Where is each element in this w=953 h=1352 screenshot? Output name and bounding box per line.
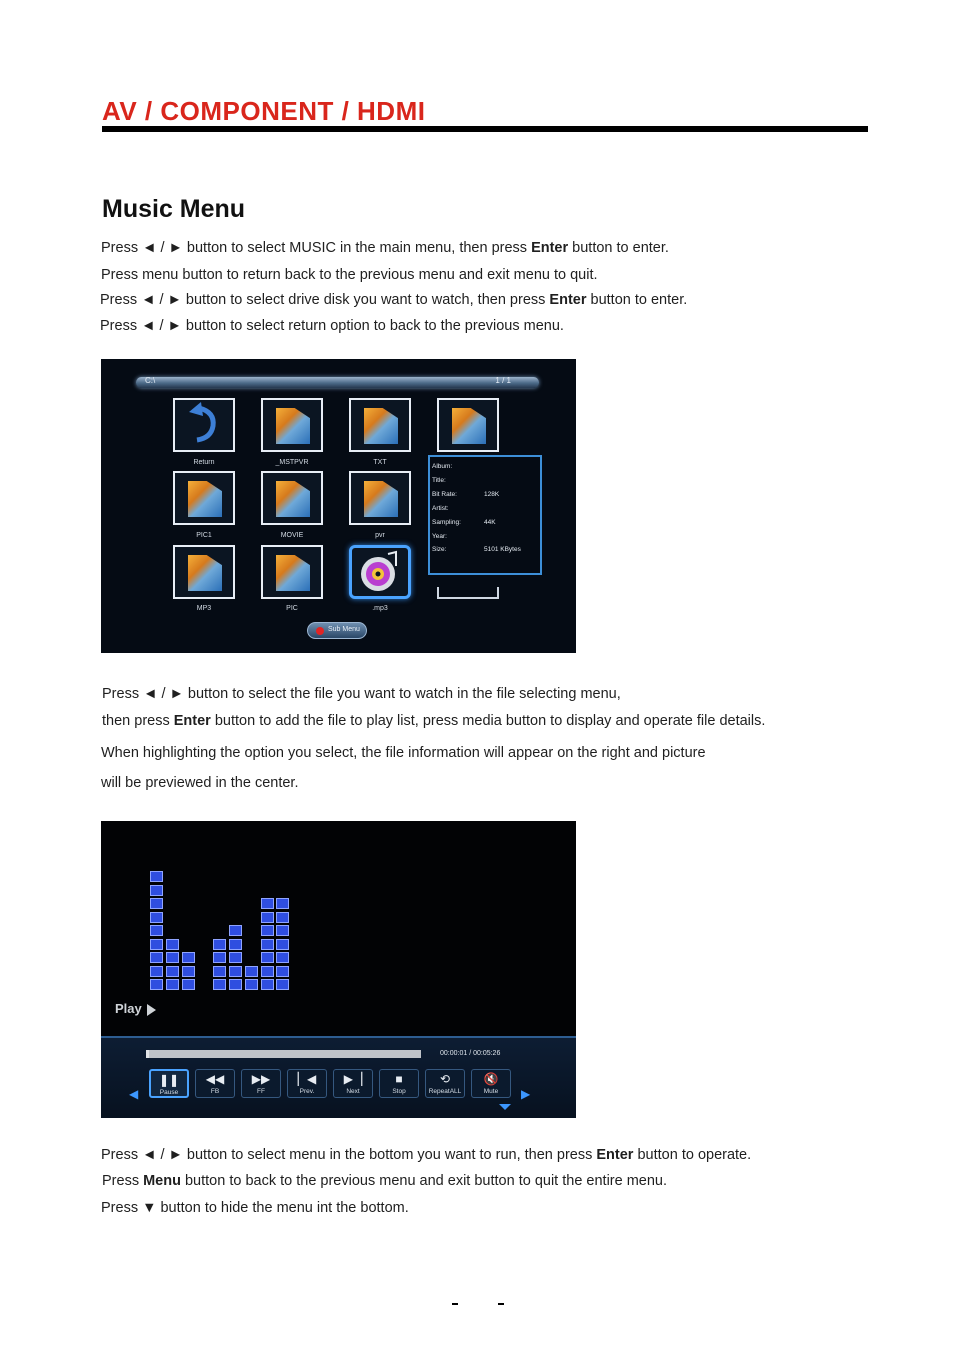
equalizer-cell bbox=[166, 952, 179, 963]
tile-return[interactable] bbox=[173, 398, 235, 452]
equalizer-cell bbox=[150, 939, 163, 950]
equalizer-cell bbox=[245, 979, 258, 990]
scroll-right-icon[interactable]: ▶ bbox=[521, 1087, 531, 1101]
info-title: Title: bbox=[432, 477, 446, 484]
equalizer-cell bbox=[182, 979, 195, 990]
tile-file-mp3-selected[interactable] bbox=[349, 545, 411, 599]
equalizer-cell bbox=[229, 939, 242, 950]
equalizer-cell bbox=[276, 898, 289, 909]
tile-folder-pic1[interactable] bbox=[173, 471, 235, 525]
page-indicator: 1 / 1 bbox=[495, 376, 511, 385]
repeat-icon: ⟲ bbox=[439, 1072, 451, 1086]
progress-bar[interactable] bbox=[146, 1050, 421, 1058]
equalizer-cell bbox=[276, 939, 289, 950]
tile-folder-pic[interactable] bbox=[261, 545, 323, 599]
equalizer-cell bbox=[276, 912, 289, 923]
tile-folder-txt[interactable] bbox=[349, 398, 411, 452]
file-info-panel bbox=[428, 455, 542, 575]
tile-folder-mp3[interactable] bbox=[173, 545, 235, 599]
equalizer-cell bbox=[229, 952, 242, 963]
fast-forward-icon: ▶▶ bbox=[251, 1072, 271, 1086]
equalizer-cell bbox=[229, 966, 242, 977]
folder-icon bbox=[188, 555, 222, 591]
folder-icon bbox=[276, 408, 310, 444]
tile-label: MOVIE bbox=[280, 532, 304, 539]
equalizer-cell bbox=[213, 979, 226, 990]
bottom-line-3: Press ▼ button to hide the menu int the bottom. bbox=[101, 1200, 409, 1216]
next-button[interactable]: ▶▕ Next bbox=[333, 1069, 373, 1098]
sub-menu-button[interactable] bbox=[307, 622, 367, 639]
info-size: Size: 5101 KBytes bbox=[432, 546, 521, 553]
tile-label: TXT bbox=[373, 459, 387, 466]
stop-button[interactable]: ■ Stop bbox=[379, 1069, 419, 1098]
equalizer-cell bbox=[182, 966, 195, 977]
equalizer-cell bbox=[245, 966, 258, 977]
equalizer-cell bbox=[150, 912, 163, 923]
music-disc-icon bbox=[352, 548, 408, 596]
equalizer-cell bbox=[261, 939, 274, 950]
folder-icon bbox=[276, 481, 310, 517]
page-header-title: AV / COMPONENT / HDMI bbox=[102, 96, 426, 126]
stop-icon: ■ bbox=[395, 1072, 403, 1086]
folder-icon bbox=[188, 481, 222, 517]
music-player-screenshot bbox=[101, 821, 576, 1118]
bottom-line-2: Press Menu button to back to the previous menu and exit button to quit the entire menu. bbox=[102, 1173, 668, 1189]
pause-button[interactable]: ❚❚ Pause bbox=[149, 1069, 189, 1098]
info-panel-bracket bbox=[437, 587, 499, 599]
tile-folder-pvr[interactable] bbox=[349, 471, 411, 525]
equalizer-cell bbox=[150, 898, 163, 909]
info-year: Year: bbox=[432, 533, 447, 540]
pause-icon: ❚❚ bbox=[158, 1073, 180, 1087]
folder-icon bbox=[364, 408, 398, 444]
bottom-line-1: Press ◄ / ► button to select menu in the bottom you want to run, then press Enter button to operate. bbox=[101, 1147, 752, 1163]
previous-icon: ▏◀ bbox=[297, 1072, 317, 1086]
section-title: Music Menu bbox=[102, 195, 246, 223]
info-bitrate: Bit Rate: 128K bbox=[432, 491, 500, 498]
equalizer-cell bbox=[150, 871, 163, 882]
equalizer-cell bbox=[229, 979, 242, 990]
intro-line-2: Press menu button to return back to the previous menu and exit menu to quit. bbox=[101, 267, 598, 283]
time-readout: 00:00:01 / 00:05:26 bbox=[440, 1050, 501, 1057]
mute-button[interactable]: 🔇 Mute bbox=[471, 1069, 511, 1098]
middle-line-1: Press ◄ / ► button to select the file you want to watch in the file selecting menu, bbox=[102, 686, 621, 702]
equalizer-cell bbox=[276, 952, 289, 963]
file-browser-screenshot bbox=[101, 359, 576, 653]
record-dot-icon bbox=[316, 627, 324, 635]
middle-line-3: When highlighting the option you select, the file information will appear on the right and picture bbox=[101, 745, 706, 761]
tile-label: MP3 bbox=[196, 605, 212, 612]
tile-folder-mstpvr[interactable] bbox=[261, 398, 323, 452]
tile-label: Return bbox=[193, 459, 215, 466]
equalizer-cell bbox=[150, 925, 163, 936]
intro-line-3: Press ◄ / ► button to select drive disk you want to watch, then press Enter button to enter. bbox=[100, 292, 688, 308]
drive-path: C:\ bbox=[145, 376, 156, 385]
path-bar bbox=[136, 377, 539, 388]
middle-line-2: then press Enter button to add the file to play list, press media button to display and operate file details. bbox=[102, 713, 766, 729]
fast-backward-icon: ◀◀ bbox=[205, 1072, 225, 1086]
sub-menu-label: Sub Menu bbox=[328, 626, 360, 633]
equalizer-cell bbox=[276, 979, 289, 990]
tile-label: _MSTPVR bbox=[275, 459, 309, 466]
middle-line-4: will be previewed in the center. bbox=[101, 775, 299, 791]
folder-icon bbox=[364, 481, 398, 517]
equalizer-cell bbox=[150, 979, 163, 990]
tile-label: PIC bbox=[286, 605, 298, 612]
mute-icon: 🔇 bbox=[483, 1072, 499, 1086]
equalizer-cell bbox=[261, 966, 274, 977]
folder-icon bbox=[452, 408, 486, 444]
equalizer-cell bbox=[229, 925, 242, 936]
return-arrow-icon bbox=[175, 400, 233, 450]
info-sampling: Sampling: 44K bbox=[432, 519, 496, 526]
ff-button[interactable]: ▶▶ FF bbox=[241, 1069, 281, 1098]
equalizer-cell bbox=[150, 952, 163, 963]
equalizer-cell bbox=[213, 966, 226, 977]
equalizer-cell bbox=[166, 966, 179, 977]
control-bar bbox=[101, 1036, 576, 1118]
tile-folder-movie[interactable] bbox=[261, 471, 323, 525]
tile-label: PIC1 bbox=[196, 532, 212, 539]
equalizer-cell bbox=[213, 939, 226, 950]
tile-folder-4[interactable] bbox=[437, 398, 499, 452]
equalizer-cell bbox=[261, 898, 274, 909]
scroll-left-icon[interactable]: ◀ bbox=[129, 1087, 139, 1101]
tile-label: pvr bbox=[375, 532, 385, 539]
header-rule bbox=[102, 126, 868, 132]
equalizer-cell bbox=[166, 979, 179, 990]
prev-button[interactable]: ▏◀ Prev. bbox=[287, 1069, 327, 1098]
equalizer-cell bbox=[166, 939, 179, 950]
equalizer-cell bbox=[261, 952, 274, 963]
repeat-all-button[interactable]: ⟲ RepeatALL bbox=[425, 1069, 465, 1098]
play-icon bbox=[147, 1004, 156, 1016]
page-number-dash bbox=[452, 1303, 458, 1305]
folder-icon bbox=[276, 555, 310, 591]
intro-line-1: Press ◄ / ► button to select MUSIC in the main menu, then press Enter button to enter. bbox=[101, 240, 669, 256]
play-status: Play bbox=[115, 1001, 142, 1016]
tile-label: .mp3 bbox=[372, 605, 388, 612]
intro-line-4: Press ◄ / ► button to select return option to back to the previous menu. bbox=[100, 318, 564, 334]
info-artist: Artist: bbox=[432, 505, 449, 512]
equalizer-cell bbox=[150, 966, 163, 977]
equalizer-cell bbox=[261, 912, 274, 923]
hide-menu-icon[interactable] bbox=[499, 1104, 511, 1110]
fb-button[interactable]: ◀◀ FB bbox=[195, 1069, 235, 1098]
next-icon: ▶▕ bbox=[343, 1072, 363, 1086]
equalizer-cell bbox=[261, 979, 274, 990]
info-album: Album: bbox=[432, 463, 453, 470]
page-number-dash bbox=[498, 1303, 504, 1305]
equalizer-cell bbox=[213, 952, 226, 963]
equalizer-cell bbox=[261, 925, 274, 936]
equalizer-cell bbox=[182, 952, 195, 963]
equalizer-cell bbox=[150, 885, 163, 896]
progress-fill bbox=[146, 1050, 149, 1058]
equalizer-cell bbox=[276, 966, 289, 977]
equalizer-cell bbox=[276, 925, 289, 936]
